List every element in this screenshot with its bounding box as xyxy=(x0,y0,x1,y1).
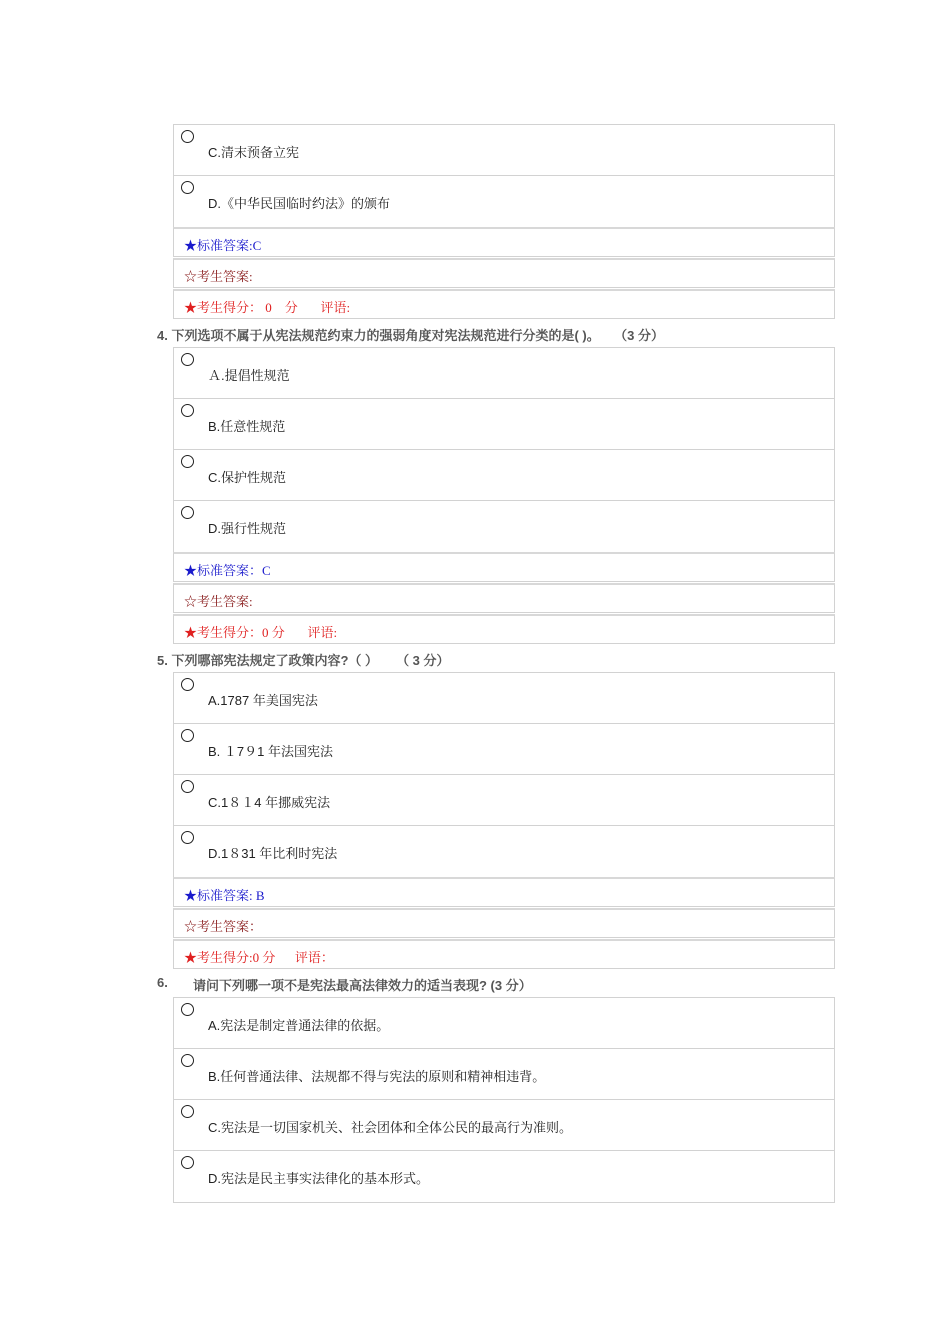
option-label: B. １7９1 年法国宪法 xyxy=(208,744,333,759)
student-answer: ☆考生答案: xyxy=(184,594,253,609)
option-label: A.1787 年美国宪法 xyxy=(208,693,318,708)
student-answer: ☆考生答案: xyxy=(184,269,253,284)
q6-options-box xyxy=(173,997,835,1203)
q5-title: 5. 下列哪部宪法规定了政策内容?（ ） （ 3 分） xyxy=(157,653,450,668)
radio-button[interactable] xyxy=(181,780,194,793)
option-label: C.宪法是一切国家机关、社会团体和全体公民的最高行为准则。 xyxy=(208,1120,573,1135)
q6-option-a[interactable] xyxy=(174,998,834,1049)
option-label: D.《中华民国临时约法》的颁布 xyxy=(208,196,391,211)
q3-score-row xyxy=(173,289,835,319)
student-score: ★考生得分：0 分 评语: xyxy=(184,625,338,640)
q4-option-a[interactable] xyxy=(174,348,834,399)
q3-standard-answer-row xyxy=(173,227,835,257)
option-label: B.任何普通法律、法规都不得与宪法的原则和精神相违背。 xyxy=(208,1069,546,1084)
option-label: A.宪法是制定普通法律的依据。 xyxy=(208,1018,390,1033)
radio-button[interactable] xyxy=(181,1105,194,1118)
radio-button[interactable] xyxy=(181,1003,194,1016)
q3-options-box xyxy=(173,124,835,228)
q5-score-row xyxy=(173,939,835,969)
q5-standard-answer-row xyxy=(173,877,835,907)
q4-option-b[interactable] xyxy=(174,399,834,450)
student-score: ★考生得分： 0 分 评语: xyxy=(184,300,351,315)
q6-option-b[interactable] xyxy=(174,1049,834,1100)
q4-option-d[interactable] xyxy=(174,501,834,552)
radio-button[interactable] xyxy=(181,831,194,844)
q5-option-b[interactable] xyxy=(174,724,834,775)
radio-button[interactable] xyxy=(181,1054,194,1067)
q5-options-box xyxy=(173,672,835,878)
radio-button[interactable] xyxy=(181,181,194,194)
radio-button[interactable] xyxy=(181,506,194,519)
q3-student-answer-row xyxy=(173,258,835,288)
q4-standard-answer-row xyxy=(173,552,835,582)
q5-option-c[interactable] xyxy=(174,775,834,826)
option-label: Ａ.提倡性规范 xyxy=(208,368,290,383)
radio-button[interactable] xyxy=(181,729,194,742)
option-label: C.保护性规范 xyxy=(208,470,287,485)
radio-button[interactable] xyxy=(181,130,194,143)
q6-title: 请问下列哪一项不是宪法最高法律效力的适当表现? (3 分） xyxy=(193,978,532,993)
radio-button[interactable] xyxy=(181,455,194,468)
radio-button[interactable] xyxy=(181,353,194,366)
option-label: D.1８31 年比利时宪法 xyxy=(208,846,338,861)
q4-title: 4. 下列选项不属于从宪法规范约束力的强弱角度对宪法规范进行分类的是( )。 （3 分） xyxy=(157,328,665,343)
q6-option-c[interactable] xyxy=(174,1100,834,1151)
q4-option-c[interactable] xyxy=(174,450,834,501)
option-label: D.宪法是民主事实法律化的基本形式。 xyxy=(208,1171,430,1186)
option-label: B.任意性规范 xyxy=(208,419,286,434)
q5-option-d[interactable] xyxy=(174,826,834,877)
q5-student-answer-row xyxy=(173,908,835,938)
q6-option-d[interactable] xyxy=(174,1151,834,1202)
option-label: C.清末预备立宪 xyxy=(208,145,300,160)
standard-answer: ★标准答案:C xyxy=(184,238,262,253)
radio-button[interactable] xyxy=(181,404,194,417)
q6-number: 6. xyxy=(157,975,168,990)
q4-student-answer-row xyxy=(173,583,835,613)
q3-option-d[interactable] xyxy=(174,176,834,227)
q3-option-c[interactable] xyxy=(174,125,834,176)
student-answer: ☆考生答案： xyxy=(184,919,263,934)
option-label: C.1８１4 年挪威宪法 xyxy=(208,795,331,810)
standard-answer: ★标准答案：C xyxy=(184,563,271,578)
option-label: D.强行性规范 xyxy=(208,521,287,536)
q4-options-box xyxy=(173,347,835,553)
q5-option-a[interactable] xyxy=(174,673,834,724)
student-score: ★考生得分:0 分 评语： xyxy=(184,950,334,965)
radio-button[interactable] xyxy=(181,678,194,691)
radio-button[interactable] xyxy=(181,1156,194,1169)
q4-score-row xyxy=(173,614,835,644)
standard-answer: ★标准答案: B xyxy=(184,888,265,903)
